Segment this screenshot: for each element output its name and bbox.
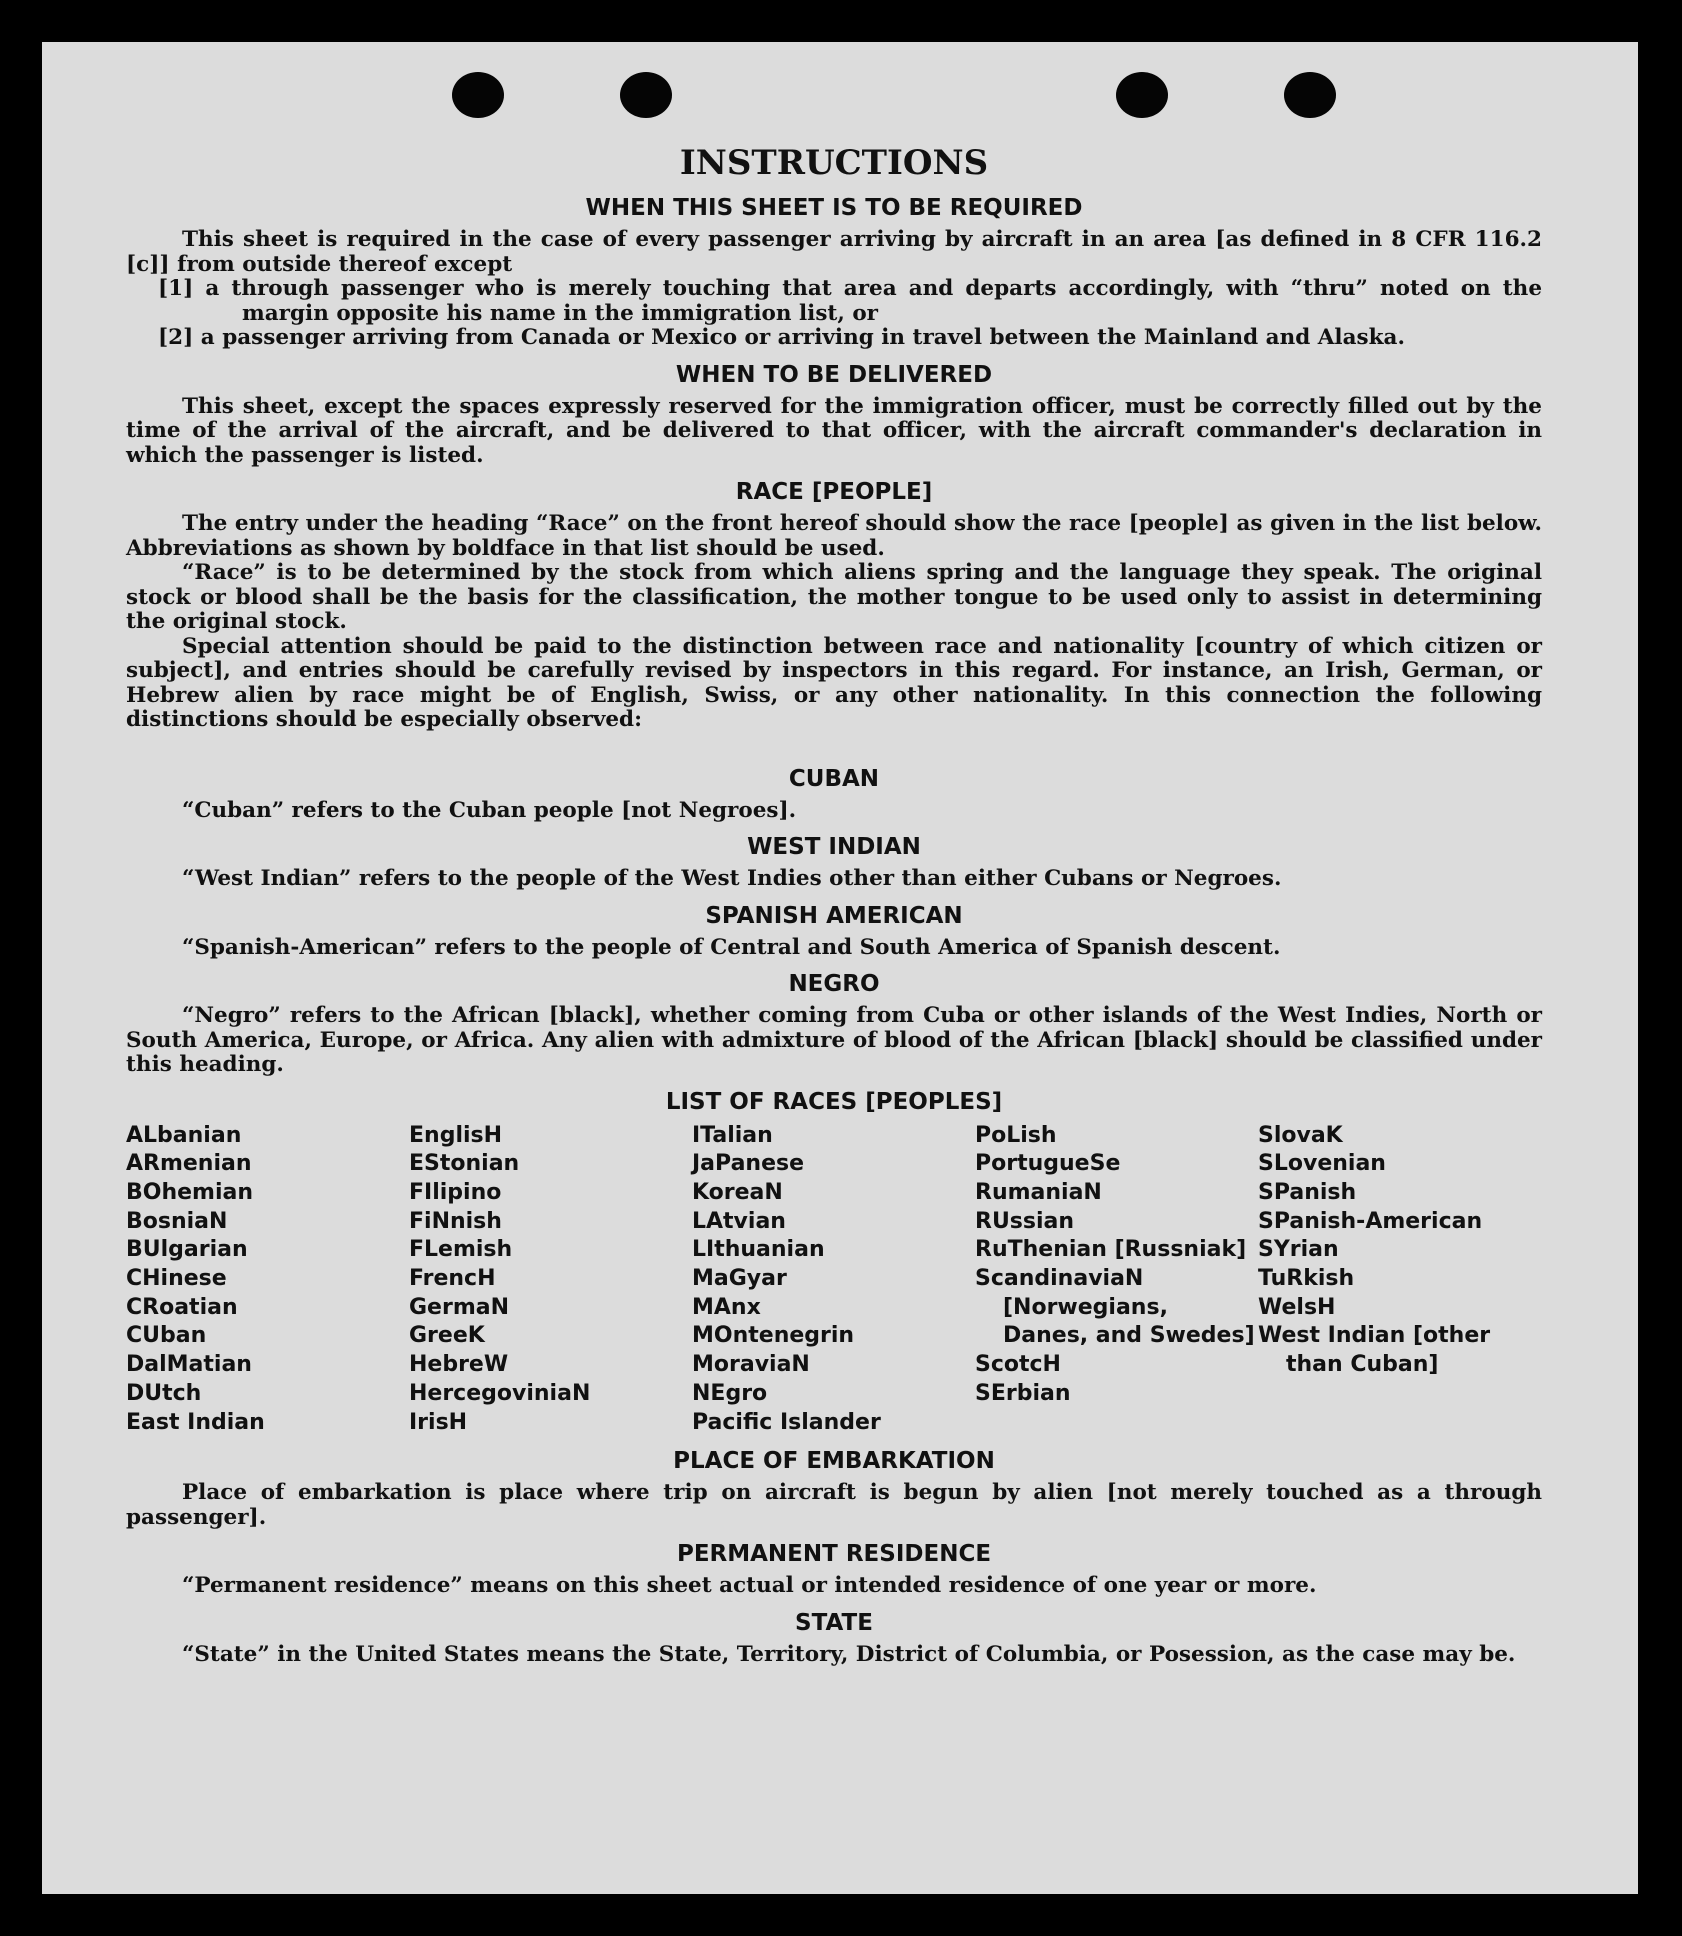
- race-entry: BOhemian: [126, 1179, 254, 1205]
- race-entry: TuRkish: [1258, 1266, 1355, 1292]
- race-entry: SPanish: [1258, 1179, 1357, 1205]
- section-heading-delivered: WHEN TO BE DELIVERED: [675, 361, 993, 388]
- race-entry: SYrian: [1258, 1237, 1339, 1263]
- race-entry: LIthuanian: [692, 1237, 825, 1263]
- section-heading-race: RACE [PEOPLE]: [735, 479, 933, 505]
- west-indian-text: “West Indian” refers to the people of the West Indies other than either Cubans or Negroes.: [182, 866, 1282, 891]
- punch-hole: [1116, 72, 1168, 118]
- exception-item: [2] a passenger arriving from Canada or Mexico or arriving in travel between the Mainland and Alaska.: [158, 325, 1405, 350]
- spanish-american-text: “Spanish-American” refers to the people of Central and South America of Spanish descent.: [182, 934, 1281, 960]
- race-entry: MaGyar: [692, 1266, 787, 1292]
- race-entry: CHinese: [126, 1266, 227, 1292]
- race-paragraph: Special attention should be paid to the distinction between race and nationality [country of which citizen or subject], and entries should be carefully revised by inspectors in this regard. For instance, an Irish, German, or Hebrew alien by race might be of English, Swiss, or any other nationality. In this connection the following distinctions should be especially observed:: [126, 633, 1542, 732]
- race-entry: SPanish-American: [1258, 1208, 1483, 1234]
- race-entry: FiNnish: [409, 1208, 502, 1234]
- embarkation-text: Place of embarkation is place where trip on aircraft is begun by alien [not merely touched as a through passenger].: [126, 1480, 1542, 1530]
- state-text: “State” in the United States means the State, Territory, District of Columbia, or Posession, as the case may be.: [182, 1641, 1516, 1667]
- race-entry: PoLish: [975, 1122, 1057, 1148]
- punch-hole: [452, 72, 504, 118]
- race-entry: HercegoviniaN: [409, 1380, 591, 1406]
- race-entry: WelsH: [1258, 1294, 1336, 1320]
- race-entry: GermaN: [409, 1294, 510, 1320]
- negro-text: “Negro” refers to the African [black], whether coming from Cuba or other islands of the West Indies, North or South America, Europe, or Africa. Any alien with admixture of blood of the African [black] should be classified under this heading.: [126, 1003, 1542, 1077]
- section-heading-required: WHEN THIS SHEET IS TO BE REQUIRED: [585, 195, 1083, 221]
- races-column: [975, 1122, 1258, 1438]
- race-entry: SErbian: [975, 1380, 1071, 1406]
- race-entry: West Indian [other than Cuban]: [1258, 1323, 1491, 1378]
- race-entry: RUssian: [975, 1208, 1075, 1234]
- race-entry: GreeK: [409, 1323, 485, 1349]
- punch-hole: [1284, 72, 1336, 118]
- race-entry: KoreaN: [692, 1179, 783, 1205]
- races-column: [692, 1122, 975, 1438]
- races-list: [126, 1122, 1542, 1438]
- section-heading-residence: PERMANENT RESIDENCE: [676, 1541, 992, 1568]
- section-heading-negro: NEGRO: [788, 971, 880, 997]
- race-entry: RuThenian [Russniak]: [975, 1237, 1247, 1263]
- race-entry: IrisH: [409, 1409, 468, 1435]
- race-entry: ITalian: [692, 1122, 773, 1148]
- punch-hole: [620, 72, 672, 118]
- residence-text: “Permanent residence” means on this sheet actual or intended residence of one year or more.: [182, 1573, 1317, 1599]
- race-entry: HebreW: [409, 1352, 509, 1378]
- races-column: [126, 1122, 409, 1438]
- race-entry: JaPanese: [692, 1151, 805, 1177]
- race-entry: EStonian: [409, 1151, 520, 1177]
- section-heading-spanish-american: SPANISH AMERICAN: [705, 902, 963, 929]
- race-entry: MOntenegrin: [692, 1323, 855, 1349]
- delivered-text: This sheet, except the spaces expressly reserved for the immigration officer, must be correctly filled out by the time of the arrival of the aircraft, and be delivered to that officer, with the aircraft commander's declaration in which the passenger is listed.: [126, 393, 1542, 468]
- race-entry: FIlipino: [409, 1179, 502, 1205]
- section-heading-state: STATE: [795, 1609, 873, 1636]
- race-entry: ScandinaviaN [Norwegians, Danes, and Swedes]: [975, 1266, 1255, 1349]
- required-intro: This sheet is required in the case of every passenger arriving by aircraft in an area [as defined in 8 CFR 116.2 [c]] from outside thereof except: [126, 227, 1542, 277]
- race-entry: PortugueSe: [975, 1151, 1121, 1177]
- race-entry: CUban: [126, 1323, 207, 1349]
- race-entry: RumaniaN: [975, 1179, 1102, 1205]
- section-heading-embarkation: PLACE OF EMBARKATION: [673, 1448, 995, 1475]
- race-entry: BosniaN: [126, 1208, 228, 1234]
- exception-item: [1] a through passenger who is merely touching that area and departs accordingly, with “thru” noted on the margin opposite his name in the immigration list, or: [158, 276, 1542, 326]
- race-entry: FLemish: [409, 1237, 513, 1263]
- race-entry: NEgro: [692, 1380, 768, 1406]
- race-entry: CRoatian: [126, 1294, 238, 1320]
- race-entry: ALbanian: [126, 1122, 242, 1148]
- race-entry: MAnx: [692, 1294, 761, 1320]
- race-entry: DUtch: [126, 1380, 202, 1406]
- section-heading-west-indian: WEST INDIAN: [747, 834, 921, 860]
- instructions-content: [126, 142, 1542, 1667]
- race-entry: MoraviaN: [692, 1352, 810, 1378]
- document-sheet: [42, 42, 1638, 1894]
- page-title: INSTRUCTIONS: [679, 143, 989, 183]
- race-paragraph: “Race” is to be determined by the stock from which aliens spring and the language they speak. The original stock or blood shall be the basis for the classification, the mother tongue to be used only to assist in determining the original stock.: [126, 560, 1542, 634]
- races-column: [409, 1122, 692, 1438]
- race-entry: EnglisH: [409, 1122, 503, 1148]
- race-entry: LAtvian: [692, 1208, 786, 1234]
- race-entry: BUlgarian: [126, 1237, 248, 1263]
- cuban-text: “Cuban” refers to the Cuban people [not Negroes].: [182, 797, 797, 823]
- race-entry: ScotcH: [975, 1352, 1061, 1378]
- section-heading-races-list: LIST OF RACES [PEOPLES]: [665, 1088, 1003, 1115]
- race-entry: East Indian: [126, 1409, 265, 1435]
- race-entry: Pacific Islander: [692, 1409, 881, 1435]
- race-entry: SLovenian: [1258, 1151, 1386, 1177]
- races-column: [1258, 1122, 1541, 1438]
- race-entry: FrencH: [409, 1266, 496, 1292]
- race-paragraph: The entry under the heading “Race” on the front hereof should show the race [people] as given in the list below. Abbreviations as shown by boldface in that list should be used.: [126, 511, 1542, 561]
- race-entry: SlovaK: [1258, 1122, 1343, 1148]
- race-entry: DalMatian: [126, 1352, 252, 1378]
- section-heading-cuban: CUBAN: [788, 765, 880, 792]
- race-entry: ARmenian: [126, 1151, 252, 1177]
